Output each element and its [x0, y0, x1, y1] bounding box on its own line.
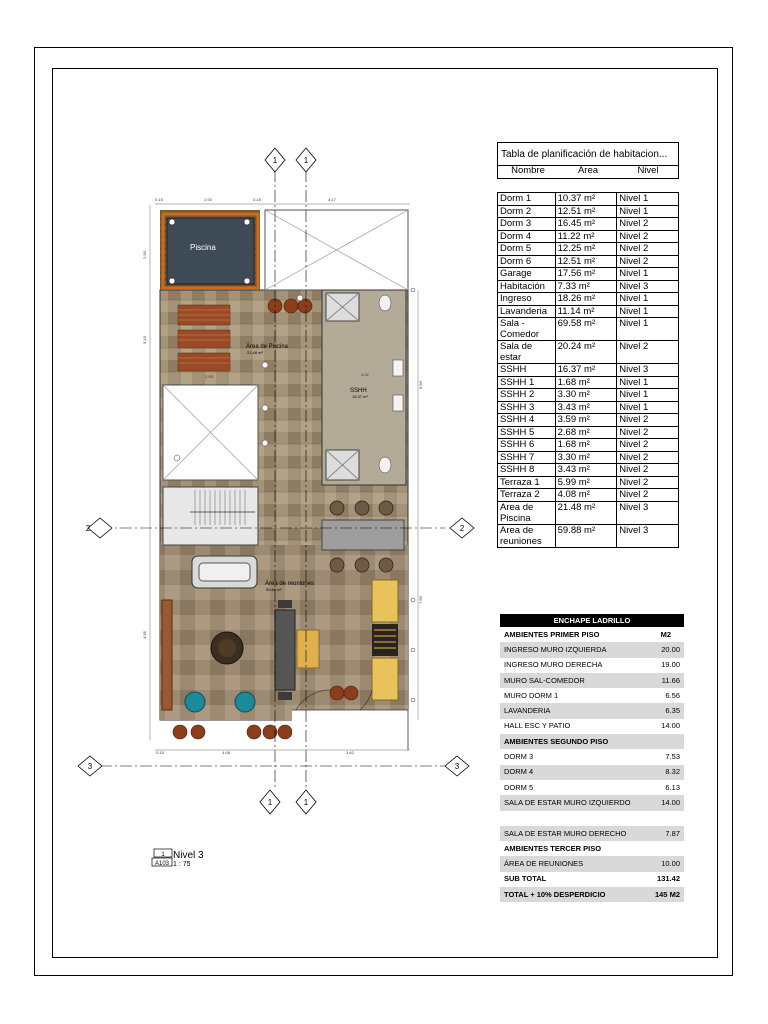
dim-left-a: 2.90: [142, 251, 147, 259]
room-schedule-row: [498, 243, 679, 256]
brick-label-cell: INGRESO MURO DERECHA: [500, 658, 648, 673]
brick-total-row: [500, 872, 684, 887]
brick-label-cell: [500, 811, 648, 826]
pool-area-label: Área de Piscina: [246, 344, 289, 350]
brick-label-cell: TOTAL + 10% DESPERDICIO: [500, 887, 648, 902]
room-area-cell: 12.25 m²: [555, 243, 617, 256]
dim-left-b: 5.10: [142, 336, 147, 344]
room-area-cell: 21.48 m²: [555, 501, 617, 524]
room-area-cell: 4.08 m²: [555, 489, 617, 502]
room-area-cell: 12.51 m²: [555, 255, 617, 268]
brick-section-row: [500, 627, 684, 642]
dim-bottom-a: 0.15: [156, 750, 164, 755]
room-schedule-row: [498, 501, 679, 524]
room-schedule-row: [498, 205, 679, 218]
room-level-cell: Nivel 2: [617, 451, 679, 464]
room-level-cell: Nivel 2: [617, 414, 679, 427]
brick-label-cell: DORM 5: [500, 780, 648, 795]
brick-row: [500, 673, 684, 688]
room-level-cell: Nivel 1: [617, 305, 679, 318]
room-level-cell: Nivel 3: [617, 524, 679, 547]
brick-value-cell: 8.32: [648, 765, 684, 780]
room-level-cell: Nivel 1: [617, 268, 679, 281]
brick-value-cell: 20.00: [648, 642, 684, 657]
sun-loungers: [178, 305, 230, 371]
brick-row: [500, 658, 684, 673]
dim-bottom-c: 3.62: [346, 750, 354, 755]
brick-label-cell: HALL ESC Y PATIO: [500, 719, 648, 734]
room-schedule-row: [498, 280, 679, 293]
brick-schedule-title-row: [500, 614, 684, 627]
room-schedule-row: [498, 318, 679, 341]
brick-value-cell: 11.66: [648, 673, 684, 688]
brick-row: [500, 780, 684, 795]
room-level-cell: Nivel 2: [617, 218, 679, 231]
room-schedule-row: [498, 401, 679, 414]
room-level-cell: Nivel 2: [617, 230, 679, 243]
dim-top-b: 2.93: [204, 197, 212, 202]
room-level-cell: Nivel 2: [617, 439, 679, 452]
brick-row: [500, 703, 684, 718]
grid-bubble-2a: [85, 518, 112, 538]
brick-row: [500, 688, 684, 703]
dim-top-d: 4.17: [328, 197, 336, 202]
bar-counter: [322, 520, 404, 550]
dim-mid-a: 2.93: [205, 374, 213, 379]
room-schedule-row: [498, 364, 679, 377]
room-area-cell: 12.51 m²: [555, 205, 617, 218]
brick-value-cell: [648, 841, 684, 856]
room-level-cell: Nivel 2: [617, 255, 679, 268]
room-schedule-header: [497, 165, 679, 179]
room-schedule-row: [498, 230, 679, 243]
room-level-cell: Nivel 1: [617, 376, 679, 389]
room-level-cell: Nivel 2: [617, 426, 679, 439]
brick-label-cell: MURO DORM 1: [500, 688, 648, 703]
room-name-cell: Sala - Comedor: [498, 318, 556, 341]
brick-value-cell: M2: [648, 627, 684, 642]
room-name-cell: SSHH 4: [498, 414, 556, 427]
room-level-cell: Nivel 1: [617, 401, 679, 414]
room-area-cell: 59.88 m²: [555, 524, 617, 547]
room-schedule-row: [498, 476, 679, 489]
room-schedule-table: [497, 192, 679, 548]
room-level-cell: Nivel 1: [617, 293, 679, 306]
room-level-cell: Nivel 2: [617, 341, 679, 364]
room-schedule-row: [498, 193, 679, 206]
wall-cabinet: [162, 600, 172, 710]
pool-label: Piscina: [190, 243, 216, 252]
room-area-cell: 2.68 m²: [555, 426, 617, 439]
room-level-cell: Nivel 3: [617, 280, 679, 293]
brick-row: [500, 719, 684, 734]
room-schedule-row: [498, 451, 679, 464]
brick-value-cell: 145 M2: [648, 887, 684, 902]
room-level-cell: Nivel 2: [617, 476, 679, 489]
room-schedule-row: [498, 376, 679, 389]
room-name-cell: Area de Piscina: [498, 501, 556, 524]
dim-top-a: 0.15: [155, 197, 163, 202]
dim-bottom-b: 4.08: [222, 750, 230, 755]
grid-label-2a: 2: [85, 524, 91, 533]
grid-label-3a: 3: [87, 762, 93, 771]
brick-value-cell: 6.56: [648, 688, 684, 703]
grid-label-3b: 3: [454, 762, 460, 771]
room-level-cell: Nivel 1: [617, 205, 679, 218]
brick-label-cell: AMBIENTES PRIMER PISO: [500, 627, 648, 642]
room-name-cell: Terraza 2: [498, 489, 556, 502]
sshh-area: 16.37 m²: [352, 394, 368, 399]
room-schedule-row: [498, 489, 679, 502]
grid-label-1d: 1: [303, 798, 309, 807]
shelf-mid: [372, 624, 398, 656]
room-name-cell: SSHH 7: [498, 451, 556, 464]
dim-mid-b: 4.02: [361, 372, 369, 377]
room-level-cell: Nivel 2: [617, 243, 679, 256]
brick-row: [500, 765, 684, 780]
brick-total-row: [500, 887, 684, 902]
brick-section-row: [500, 734, 684, 749]
brick-row: [500, 795, 684, 810]
room-area-cell: 11.22 m²: [555, 230, 617, 243]
room-schedule-row: [498, 293, 679, 306]
room-schedule-row: [498, 414, 679, 427]
room-schedule-row: [498, 305, 679, 318]
brick-value-cell: 7.87: [648, 826, 684, 841]
room-name-cell: SSHH 2: [498, 389, 556, 402]
room-schedule-row: [498, 341, 679, 364]
brick-label-cell: LAVANDERIA: [500, 703, 648, 718]
room-area-cell: 3.30 m²: [555, 389, 617, 402]
brick-value-cell: 14.00: [648, 719, 684, 734]
room-level-cell: Nivel 2: [617, 489, 679, 502]
grid-label-2b: 2: [459, 524, 465, 533]
brick-value-cell: 7.53: [648, 749, 684, 764]
brick-section-row: [500, 841, 684, 856]
brick-row: [500, 749, 684, 764]
room-area-cell: 11.14 m²: [555, 305, 617, 318]
brick-value-cell: 10.00: [648, 856, 684, 871]
room-schedule-title: Tabla de planificación de habitacion...: [497, 142, 679, 166]
room-name-cell: Dorm 2: [498, 205, 556, 218]
room-name-cell: Dorm 1: [498, 193, 556, 206]
col-nivel: Nivel: [637, 165, 659, 176]
brick-row: [500, 811, 684, 826]
room-level-cell: Nivel 3: [617, 501, 679, 524]
room-area-cell: 16.45 m²: [555, 218, 617, 231]
brick-label-cell: DORM 4: [500, 765, 648, 780]
brick-value-cell: 19.00: [648, 658, 684, 673]
room-name-cell: SSHH 6: [498, 439, 556, 452]
room-area-cell: 3.30 m²: [555, 451, 617, 464]
room-area-cell: 5.99 m²: [555, 476, 617, 489]
room-schedule-row: [498, 218, 679, 231]
brick-label-cell: SALA DE ESTAR MURO DERECHO: [500, 826, 648, 841]
room-name-cell: SSHH: [498, 364, 556, 377]
room-schedule-row: [498, 439, 679, 452]
room-name-cell: Dorm 5: [498, 243, 556, 256]
brick-label-cell: ÁREA DE REUNIONES: [500, 856, 648, 871]
reunion-area: 59.88 m²: [266, 587, 282, 592]
room-name-cell: SSHH 1: [498, 376, 556, 389]
room-area-cell: 18.26 m²: [555, 293, 617, 306]
brick-schedule-table: [500, 614, 684, 902]
room-area-cell: 16.37 m²: [555, 364, 617, 377]
room-area-cell: 3.59 m²: [555, 414, 617, 427]
level-scale: 1 : 75: [173, 861, 191, 868]
room-schedule-row: [498, 255, 679, 268]
dim-right-a: 6.90: [418, 381, 423, 389]
room-area-cell: 3.43 m²: [555, 464, 617, 477]
room-area-cell: 1.68 m²: [555, 376, 617, 389]
room-name-cell: SSHH 3: [498, 401, 556, 414]
reunion-label: Área de reuniones: [265, 581, 315, 587]
stairs: [163, 487, 258, 545]
room-name-cell: SSHH 5: [498, 426, 556, 439]
room-name-cell: Terraza 1: [498, 476, 556, 489]
brick-label-cell: SALA DE ESTAR MURO IZQUIERDO: [500, 795, 648, 810]
room-name-cell: Area de reuniones: [498, 524, 556, 547]
col-nombre: Nombre: [511, 165, 545, 176]
level-name: Nivel 3: [173, 850, 204, 861]
brick-value-cell: 6.13: [648, 780, 684, 795]
room-level-cell: Nivel 1: [617, 389, 679, 402]
brick-value-cell: 6.35: [648, 703, 684, 718]
brick-label-cell: DORM 3: [500, 749, 648, 764]
room-schedule-row: [498, 389, 679, 402]
sshh-label: SSHH: [350, 388, 367, 394]
grid-label-1a: 1: [272, 156, 278, 165]
room-schedule-row: [498, 524, 679, 547]
room-level-cell: Nivel 2: [617, 464, 679, 477]
shelf-lower: [372, 658, 398, 700]
room-name-cell: Sala de estar: [498, 341, 556, 364]
room-name-cell: Ingreso: [498, 293, 556, 306]
shelf-upper: [372, 580, 398, 622]
brick-row: [500, 826, 684, 841]
room-name-cell: Habitación: [498, 280, 556, 293]
long-table: [275, 610, 295, 690]
dim-left-c: 4.95: [142, 631, 147, 639]
room-name-cell: Dorm 6: [498, 255, 556, 268]
room-area-cell: 10.37 m²: [555, 193, 617, 206]
room-schedule-row: [498, 464, 679, 477]
brick-schedule-title: ENCHAPE LADRILLO: [500, 614, 684, 627]
brick-row: [500, 856, 684, 871]
room-level-cell: Nivel 1: [617, 193, 679, 206]
brick-value-cell: [648, 734, 684, 749]
brick-label-cell: AMBIENTES SEGUNDO PISO: [500, 734, 648, 749]
room-area-cell: 17.56 m²: [555, 268, 617, 281]
dim-top-c: 0.15: [253, 197, 261, 202]
brick-row: [500, 642, 684, 657]
room-name-cell: Dorm 3: [498, 218, 556, 231]
brick-label-cell: INGRESO MURO IZQUIERDA: [500, 642, 648, 657]
room-name-cell: SSHH 8: [498, 464, 556, 477]
level-view-number: 1: [161, 852, 165, 858]
level-sheet: A103: [154, 861, 170, 867]
room-level-cell: Nivel 3: [617, 364, 679, 377]
dim-right-b: 7.60: [418, 596, 423, 604]
room-area-cell: 7.33 m²: [555, 280, 617, 293]
col-area: Área: [577, 165, 599, 176]
room-schedule-row: [498, 268, 679, 281]
brick-value-cell: [648, 811, 684, 826]
grid-label-1c: 1: [267, 798, 273, 807]
pool-area-m2: 21.48 m²: [247, 350, 263, 355]
room-name-cell: Garage: [498, 268, 556, 281]
grid-label-1b: 1: [303, 156, 309, 165]
brick-label-cell: AMBIENTES TERCER PISO: [500, 841, 648, 856]
room-name-cell: Lavanderia: [498, 305, 556, 318]
room-area-cell: 69.58 m²: [555, 318, 617, 341]
room-schedule-row: [498, 426, 679, 439]
brick-label-cell: SUB TOTAL: [500, 872, 648, 887]
room-level-cell: Nivel 1: [617, 318, 679, 341]
brick-label-cell: MURO SAL-COMEDOR: [500, 673, 648, 688]
brick-value-cell: 131.42: [648, 872, 684, 887]
brick-value-cell: 14.00: [648, 795, 684, 810]
room-name-cell: Dorm 4: [498, 230, 556, 243]
room-area-cell: 3.43 m²: [555, 401, 617, 414]
room-area-cell: 1.68 m²: [555, 439, 617, 452]
room-area-cell: 20.24 m²: [555, 341, 617, 364]
